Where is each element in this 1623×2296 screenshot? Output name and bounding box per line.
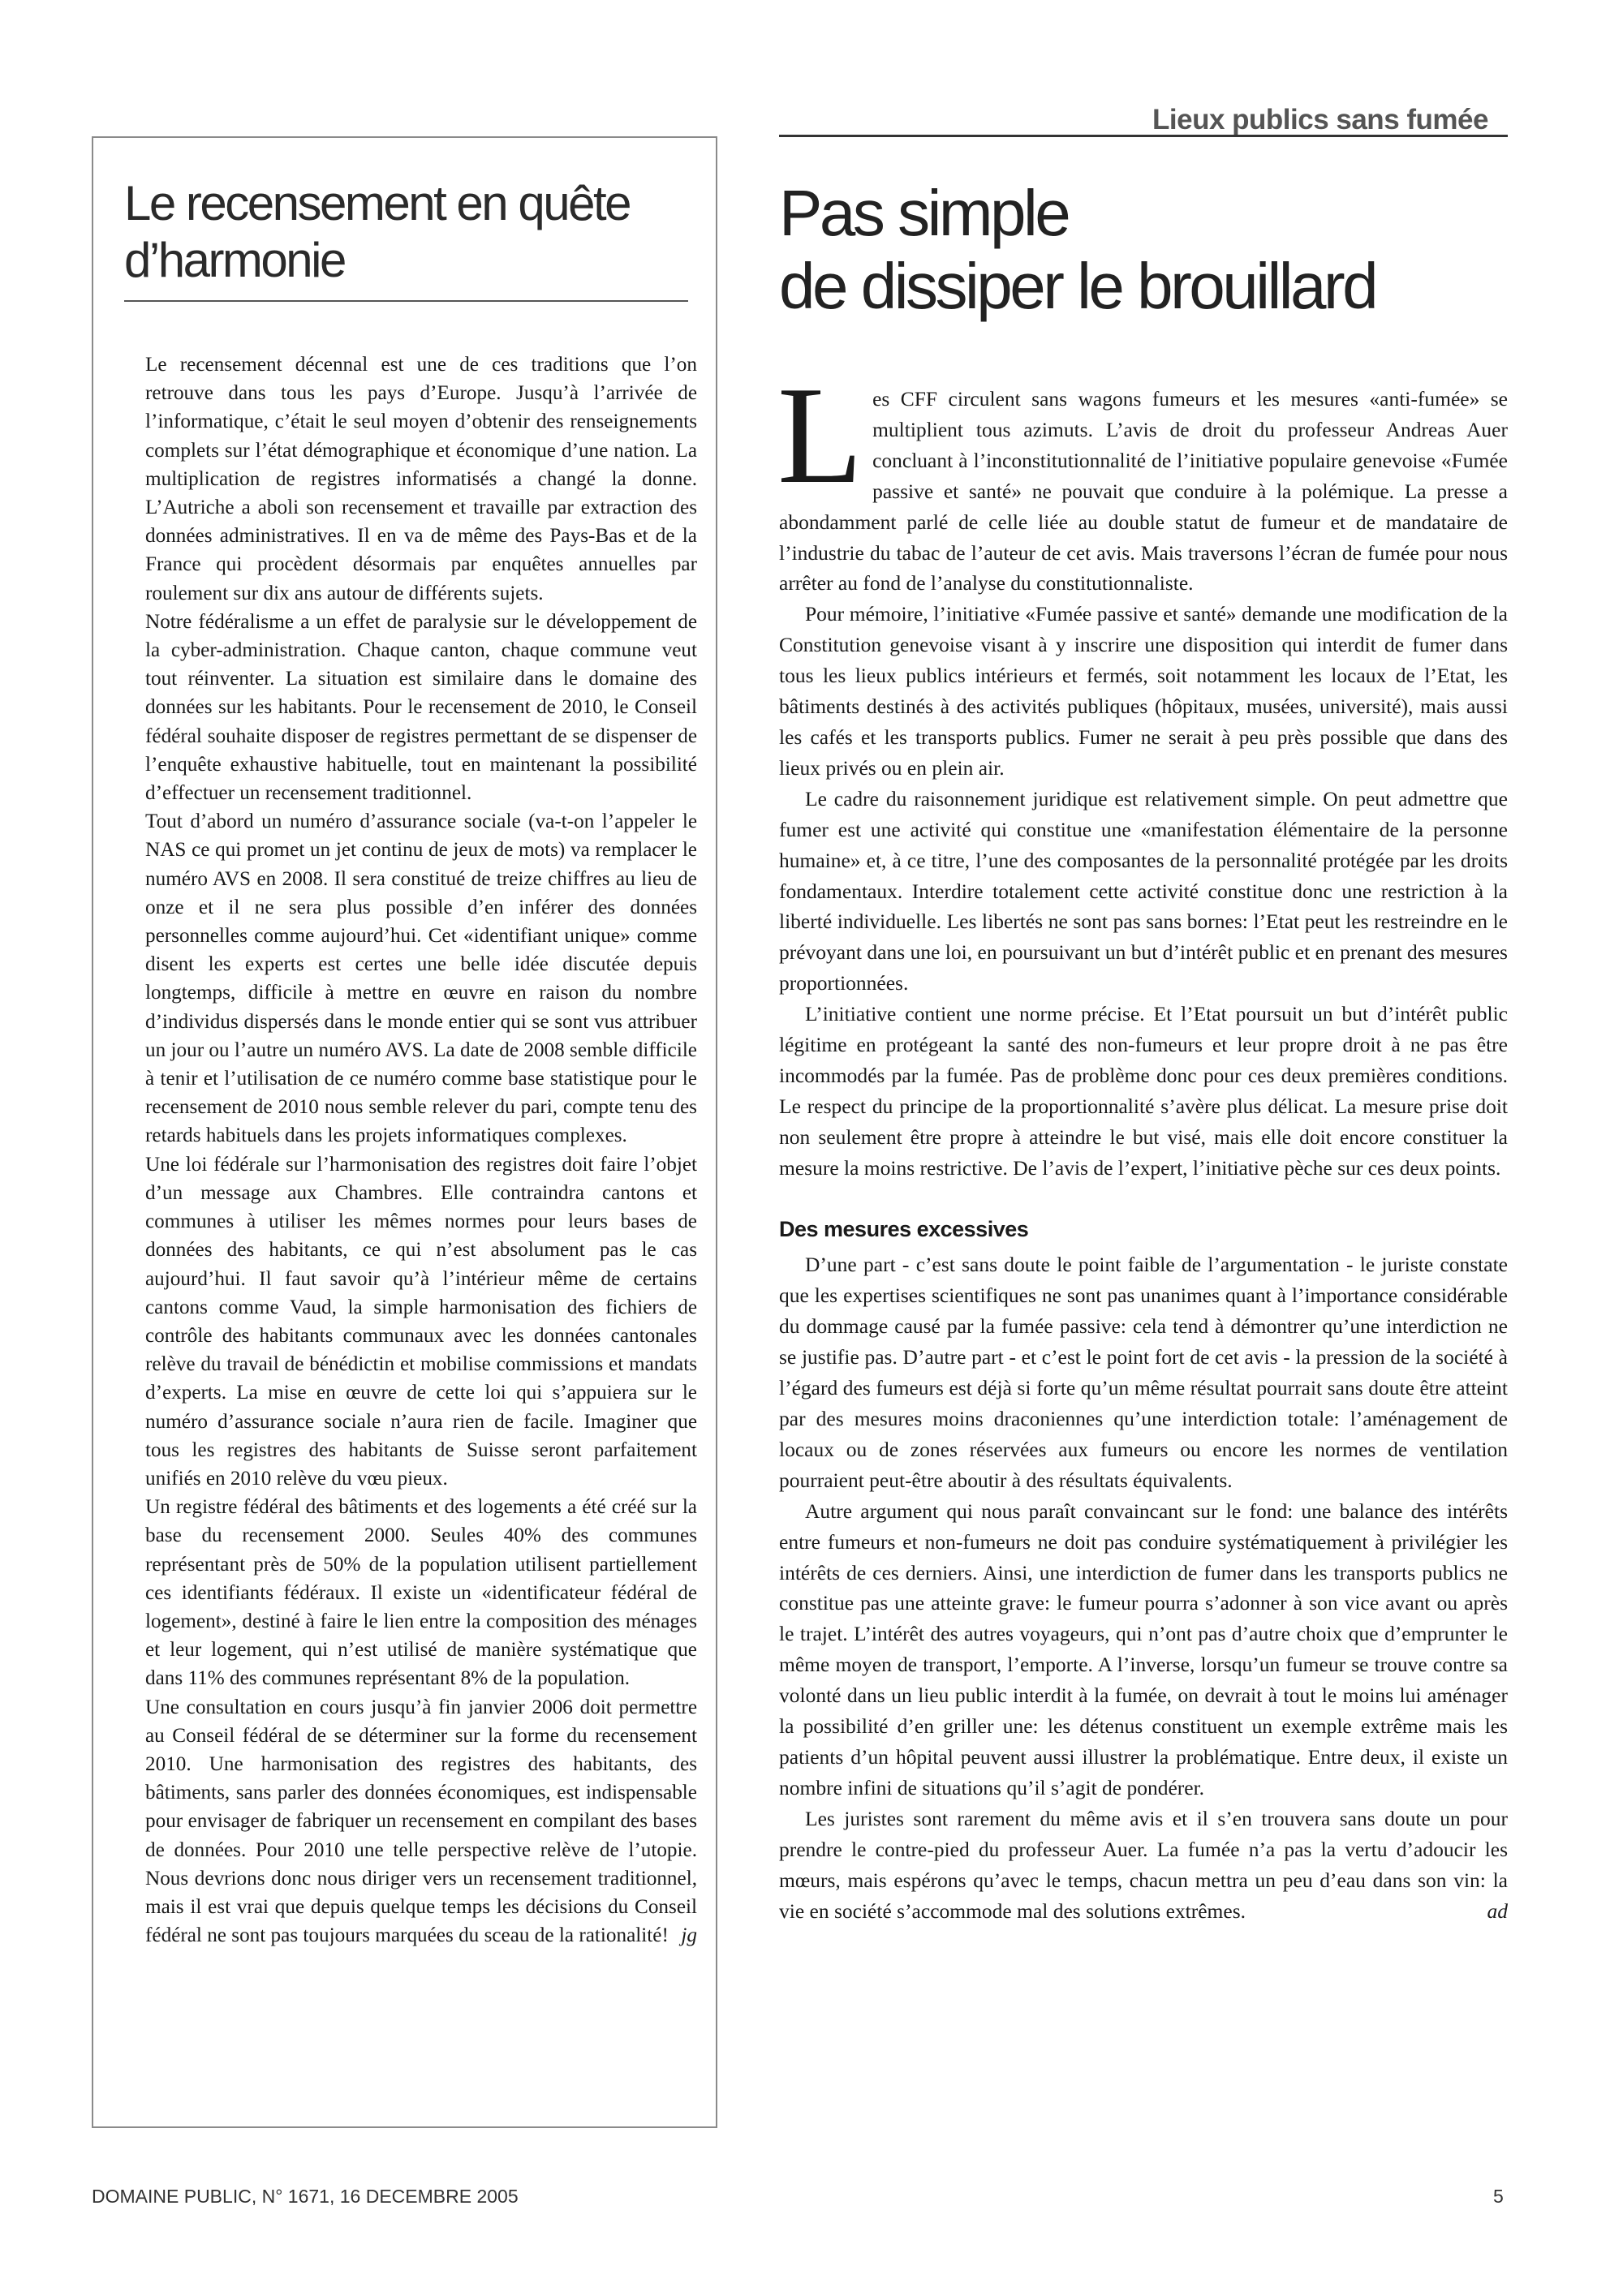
footer-publication: DOMAINE PUBLIC, N° 1671, 16 DECEMBRE 2005	[92, 2186, 519, 2207]
article-paragraph: Pour mémoire, l’initiative «Fumée passive et santé» demande une modification de la Constitution genevoise visant à y inscrire une disposition qui interdit de fumer dans tous les lieux publics intérieurs et fermés, soit notamment les locaux de l’Etat, les bâtiments destinés à des activités publiques (hôpitaux, musées, université), mais aussi les cafés et les transports publics. Fumer ne serait à peu près possible que dans des lieux privés ou en plein air.	[779, 602, 1508, 780]
sidebar-paragraph: Un registre fédéral des bâtiments et des logements a été créé sur la base du recensement 2000. Seules 40% des communes représentant près de 50% de la population utilisent partiellement ces identifiants fédéraux. Il existe un «identificateur fédéral de logement», destiné à faire le lien entre la composition des ménages et leur logement, qui n’est utilisé de manière systématique que dans 11% des communes représentant 8% de la population.	[145, 1496, 697, 1690]
section-label: Lieux publics sans fumée	[1152, 104, 1488, 135]
article-paragraph: Le cadre du raisonnement juridique est relativement simple. On peut admettre que fumer est une activité qui constitue une «manifestation élémentaire de la personne humaine» et, à ce titre, l’une des composantes de la personnalité protégée par les droits fondamentaux. Interdire totalement cette activité constitue donc une restriction à la liberté individuelle. Les libertés ne sont pas sans bornes: l’Etat peut les restreindre en le prévoyant dans une loi, en poursuivant un but d’intérêt public et en prenant des mesures proportionnées.	[779, 786, 1508, 995]
article-paragraph: L’initiative contient une norme précise. Et l’Etat poursuit un but d’intérêt public légitime en protégeant la santé des non-fumeurs et leur propre droit à ne pas être incommodés par la fumée. Pas de problème donc pour ces deux premières conditions. Le respect du principe de la proportionnalité s’avère plus délicat. La mesure prise doit non seulement être propre à atteindre le but visé, mais elle doit encore constituer la mesure la moins restrictive. De l’avis de l’expert, l’initiative pèche sur ces deux points.	[779, 1002, 1508, 1180]
sidebar-paragraph: Notre fédéralisme a un effet de paralysie sur le développement de la cyber-administration. Chaque canton, chaque commune veut tout réinventer. La situation est similaire dans le domaine des données sur les habitants. Pour le recensement de 2010, le Conseil fédéral souhaite disposer de registres permettant de se dispenser de l’enquête exhaustive habituelle, tout en maintenant la possibilité d’effectuer un recensement traditionnel.	[145, 610, 697, 805]
article-paragraph: D’une part - c’est sans doute le point faible de l’argumentation - le juriste constate que les expertises scientifiques ne sont pas unanimes quant à l’importance considérable du dommage causé par la fumée passive: cela tend à démontrer qu’une interdiction ne se justifie pas. D’autre part - et c’est le point fort de cet avis - la pression de la société à l’égard des fumeurs est déjà si forte qu’un même résultat pourrait sans doute être atteint par des mesures moins draconiennes qu’une interdiction totale: l’aménagement de locaux ou de zones réservées aux fumeurs ou encore les normes de ventilation pourraient peut-être aboutir à des résultats équivalents.	[779, 1253, 1508, 1492]
article-title-line1: Pas simple	[779, 177, 1069, 249]
sidebar-body	[145, 350, 697, 1950]
article-paragraph-first	[777, 359, 1508, 599]
article-paragraph: Autre argument qui nous paraît convaincant sur le fond: une balance des intérêts entre fumeurs et non-fumeurs ne doit pas conduire systématiquement à privilégier les intérêts de ces derniers. Ainsi, une interdiction de fumer dans les transports publics ne constitue pas une atteinte grave: le fumeur pourra s’adonner à son vice avant ou après le trajet. L’intérêt des autres voyageurs, qui n’ont pas d’autre choix que d’emprunter le même moyen de transport, l’emporte. A l’inverse, lorsqu’un fumeur se trouve contre sa volonté dans un lieu public interdit à la fumée, on devrait à tout le moins lui aménager la possibilité d’en griller une: les détenus constituent un exemple extrême mais les patients d’un hôpital peuvent aussi illustrer la problématique. Entre deux, il existe un nombre infini de situations qu’il s’agit de pondérer.	[779, 1498, 1508, 1799]
sidebar-title-line1: Le recensement en quête	[124, 176, 630, 230]
sidebar-title-line2: d’harmonie	[124, 233, 345, 287]
article-body	[777, 359, 1508, 1926]
article-subhead: Des mesures excessives	[779, 1216, 1029, 1241]
article-title-line2: de dissiper le brouillard	[779, 250, 1376, 322]
sidebar-paragraph: Une loi fédérale sur l’harmonisation des registres doit faire l’objet d’un message aux Chambres. Elle contraindra cantons et communes à utiliser les mêmes normes pour leurs bases de données des habitants, ce qui n’est absolument pas le cas aujourd’hui. Il faut savoir qu’à l’intérieur même de certains cantons comme Vaud, la simple harmonisation des fichiers de contrôle des habitants communaux avec les données cantonales relève du travail de bénédictin et mobilise commissions et mandats d’experts. La mise en œuvre de cette loi qui s’appuiera sur le numéro d’assurance sociale n’aura rien de facile. Imaginer que tous les registres des habitants de Suisse seront parfaitement unifiés en 2010 relève du vœu pieux.	[145, 1153, 697, 1490]
sidebar-title-rule	[124, 300, 688, 302]
sidebar-paragraph: Tout d’abord un numéro d’assurance sociale (va-t-on l’appeler le NAS ce qui promet un jet continu de jeux de mots) va remplacer le numéro AVS en 2008. Il sera constitué de treize chiffres au lieu de onze et il ne sera plus possible d’en inférer des données personnelles comme aujourd’hui. Cet «identifiant unique» comme disent les experts est certes une belle idée discutée depuis longtemps, difficile à mettre en œuvre en raison du nombre d’individus dispersés dans le monde entier qui se sont vus attribuer un jour ou l’autre un numéro AVS. La date de 2008 semble difficile à tenir et l’utilisation de ce numéro comme base statistique pour le recensement de 2010 nous semble relever du pari, compte tenu des retards habituels dans les projets informatiques complexes.	[145, 810, 697, 1147]
drop-cap: L	[777, 359, 863, 513]
section-rule	[779, 135, 1508, 137]
sidebar-paragraph: Le recensement décennal est une de ces traditions que l’on retrouve dans tous les pays d’Europe. Jusqu’à l’arrivée de l’informatique, c’était le seul moyen d’obtenir des renseignements complets sur l’état démographique et économique d’une nation. La multiplication de registres informatisés a changé la donne. L’Autriche a aboli son recensement et travaille par extraction des données administratives. Il en va de même des Pays-Bas et de la France qui procèdent désormais par enquêtes annuelles par roulement sur dix ans autour de différents sujets.	[145, 354, 697, 604]
sidebar-paragraph-last	[145, 1693, 697, 1950]
article-signature: ad	[1487, 1898, 1508, 1923]
article-paragraph-text: es CFF circulent sans wagons fumeurs et les mesures «anti-fumée» se multiplient tous azimuts. L’avis de droit du professeur Andreas Auer concluant à l’inconstitutionnalité de l’initiative populaire genevoise «Fumée passive et santé» ne pouvait que conduire à la polémique. La presse a abondamment parlé de celle liée au double statut de fumeur et de mandataire de l’industrie du tabac de l’auteur de cet avis. Mais traversons l’écran de fumée pour nous arrêter au fond de l’analyse du constitutionnaliste.	[779, 387, 1508, 595]
article-title	[779, 177, 1509, 323]
sidebar-title	[124, 175, 696, 289]
sidebar-box	[92, 136, 717, 2128]
article-paragraph-last	[779, 1804, 1508, 1927]
sidebar-signature: jg	[681, 1924, 697, 1947]
footer-page-number: 5	[1493, 2186, 1504, 2207]
article-paragraph-text: Les juristes sont rarement du même avis et il s’en trouvera sans doute un pour prendre le contre-pied du professeur Auer. La fumée n’a pas la vertu d’adoucir les mœurs, mais espérons qu’avec le temps, chacun mettra un peu d’eau dans son vin: la vie en société s’accommode mal des solutions extrêmes.	[779, 1806, 1508, 1923]
sidebar-paragraph-text: Une consultation en cours jusqu’à fin janvier 2006 doit permettre au Conseil fédéral de se déterminer sur la forme du recensement 2010. Une harmonisation des registres des habitants, des bâtiments, sans parler des données économiques, est indispensable pour envisager de fabriquer un recensement en compilant des bases de données. Pour 2010 une telle perspective relève de l’utopie. Nous devrions donc nous diriger vers un recensement traditionnel, mais il est vrai que depuis quelque temps les décisions du Conseil fédéral ne sont pas toujours marquées du sceau de la rationalité!	[145, 1696, 697, 1947]
